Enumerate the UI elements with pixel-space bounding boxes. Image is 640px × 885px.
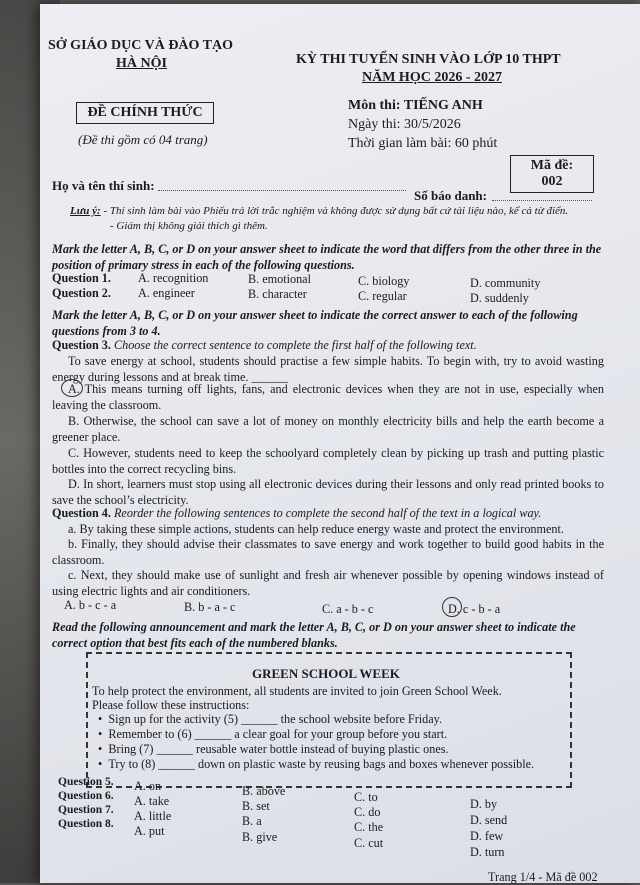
subject-text: Môn thi: TIẾNG ANH	[348, 98, 483, 113]
q4-label: Question 4.	[52, 506, 111, 520]
q5-option-c: C. to	[354, 790, 378, 804]
q4-sentence-c: c. Next, they should make use of sunlight and fresh air whenever possible by opening windows instead of using electric lights and air conditioners.	[52, 568, 604, 598]
q3-option-c: C. However, students need to keep the schoolyard completely clean by picking up trash and putting plastic bottles into the correct recycling bins.	[52, 446, 604, 476]
q8-option-a: A. put	[134, 824, 165, 838]
announcement-title: GREEN SCHOOL WEEK	[252, 666, 400, 681]
q6-label: Question 6.	[58, 790, 114, 802]
q2-option-c: C. regular	[358, 289, 407, 303]
q2-option-a: A. engineer	[138, 286, 195, 300]
q5-option-d: D. by	[470, 797, 498, 811]
q7-label: Question 7.	[58, 804, 114, 816]
official-stamp: ĐỀ CHÍNH THỨC	[76, 102, 214, 124]
page-footer: Trang 1/4 - Mã đề 002	[488, 870, 598, 884]
announcement-bullet-1: • Sign up for the activity (5) ______ the school website before Friday.	[98, 712, 442, 726]
q6-option-b: B. set	[242, 799, 270, 813]
exam-duration: Thời gian làm bài: 60 phút	[348, 136, 498, 151]
section3-instruction: Read the following announcement and mark the letter A, B, C, or D on your answer sheet to indicate the correct option that best fits each of the numbered blanks.	[52, 620, 576, 650]
school-year: NĂM HỌC 2026 - 2027	[362, 70, 502, 85]
q3-heading	[52, 338, 477, 353]
q1-option-c: C. biology	[358, 274, 410, 288]
q1-label: Question 1.	[52, 271, 111, 285]
q7-option-d: D. few	[470, 829, 504, 843]
q8-option-c: C. cut	[354, 836, 384, 850]
city-name: HÀ NỘI	[116, 56, 167, 71]
q4-option-a: A. b - c - a	[64, 598, 117, 612]
q8-label: Question 8.	[58, 818, 114, 830]
q8-option-d: D. turn	[470, 845, 505, 859]
q4-heading	[52, 506, 541, 521]
announcement-follow: Please follow these instructions:	[92, 698, 250, 712]
q4-sentence-a: a. By taking these simple actions, students can help reduce energy waste and protect the environment.	[68, 522, 564, 536]
announcement-bullet-3: • Bring (7) ______ reusable water bottle instead of buying plastic ones.	[98, 742, 449, 756]
q3-option-a: A. This means turning off lights, fans, and electronic devices when they are not in use, especially when leaving the classroom.	[52, 382, 604, 412]
q2-option-b: B. character	[248, 287, 307, 301]
q2-option-d: D. suddenly	[470, 291, 529, 305]
q4-option-c: C. a - b - c	[322, 602, 374, 616]
q4-option-d: D. c - b - a	[448, 602, 501, 616]
department-name: SỞ GIÁO DỤC VÀ ĐÀO TẠO	[48, 38, 234, 53]
q3-label: Question 3.	[52, 338, 111, 352]
announcement-bullet-4: • Try to (8) ______ down on plastic waste by reusing bags and boxes whenever possible.	[98, 757, 535, 771]
q1-option-d: D. community	[470, 276, 541, 290]
q6-option-c: C. do	[354, 805, 381, 819]
note-line-1	[70, 205, 568, 217]
note-line-2: - Giám thị không giải thích gì thêm.	[110, 220, 268, 232]
bullet-4-text: Try to (8) ______ down on plastic waste by reusing bags and boxes whenever possible.	[108, 757, 535, 771]
exam-code: Mã đề: 002	[510, 155, 594, 193]
candidate-name-label: Họ và tên thí sinh:	[52, 178, 155, 193]
q5-label: Question 5.	[58, 776, 114, 788]
q6-option-a: A. take	[134, 794, 170, 808]
announcement-bullet-2: • Remember to (6) ______ a clear goal for your group before you start.	[98, 727, 448, 741]
q7-option-c: C. the	[354, 820, 384, 834]
q7-option-a: A. little	[134, 809, 172, 823]
bullet-2-text: Remember to (6) ______ a clear goal for your group before you start.	[108, 727, 448, 741]
q1-option-a: A. recognition	[138, 271, 209, 285]
q5-option-b: B. above	[242, 784, 286, 798]
candidate-name-field	[158, 190, 406, 191]
section1-instruction: Mark the letter A, B, C, or D on your answer sheet to indicate the word that differs from the other three in the position of primary stress in each of the following questions.	[52, 242, 602, 272]
q4-option-b: B. b - a - c	[184, 600, 236, 614]
q5-option-a: A. on	[134, 779, 162, 793]
q2-label: Question 2.	[52, 286, 111, 300]
q3-question: Choose the correct sentence to complete the first half of the following text.	[113, 338, 477, 352]
exam-title: KỲ THI TUYỂN SINH VÀO LỚP 10 THPT	[296, 52, 561, 67]
q3-option-d: D. In short, learners must stop using all electronic devices during their lessons and only read printed books to save the school’s electricity.	[52, 477, 604, 507]
q6-option-d: D. send	[470, 813, 508, 827]
bullet-1-text: Sign up for the activity (5) ______ the school website before Friday.	[108, 712, 442, 726]
subject	[348, 98, 483, 114]
section2-instruction: Mark the letter A, B, C, or D on your answer sheet to indicate the correct answer to each of the following questions from 3 to 4.	[52, 308, 578, 338]
q3-passage: To save energy at school, students should practise a few simple habits. To begin with, try to avoid wasting energy during lessons and at break time. ______	[52, 354, 604, 384]
q1-option-b: B. emotional	[248, 272, 311, 286]
candidate-number-label: Số báo danh:	[414, 188, 487, 203]
note-label: Lưu ý:	[70, 205, 101, 217]
pages-note: (Đề thi gồm có 04 trang)	[78, 132, 208, 147]
candidate-number-field	[492, 200, 592, 201]
exam-date: Ngày thi: 30/5/2026	[348, 117, 461, 132]
q4-sentence-b: b. Finally, they should advise their classmates to save energy and work together to build good habits in the classroom.	[52, 537, 604, 567]
exam-paper	[40, 4, 640, 883]
q3-option-b: B. Otherwise, the school can save a lot of money on monthly electricity bills and help the earth become a greener place.	[52, 414, 604, 444]
note-text-1: - Thí sinh làm bài vào Phiếu trả lời trắc nghiệm và không được sử dụng bất cứ tài liệu nào, kể cả từ điển.	[103, 205, 569, 217]
announcement-intro: To help protect the environment, all students are invited to join Green School Week.	[92, 684, 502, 698]
q7-option-b: B. a	[242, 814, 262, 828]
bullet-3-text: Bring (7) ______ reusable water bottle instead of buying plastic ones.	[108, 742, 449, 756]
q8-option-b: B. give	[242, 830, 278, 844]
q4-question: Reorder the following sentences to complete the second half of the text in a logical way.	[113, 506, 542, 520]
